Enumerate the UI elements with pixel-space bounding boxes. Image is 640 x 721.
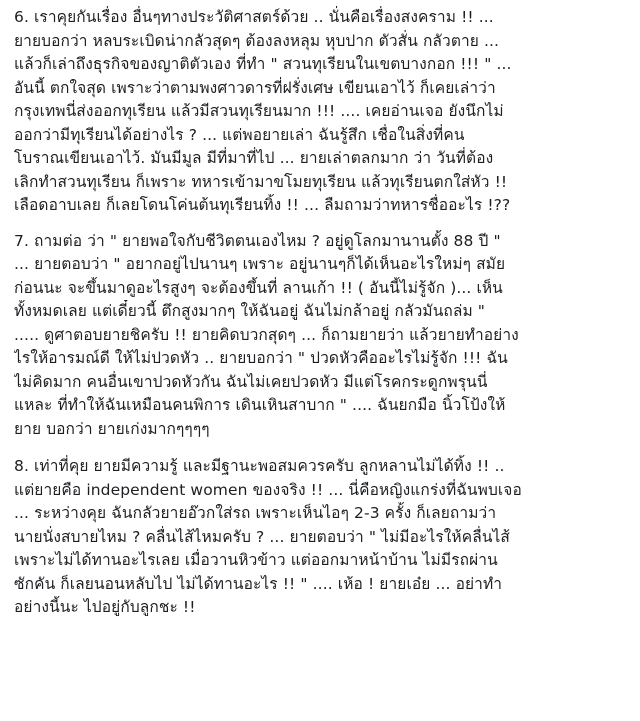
paragraph-line: กรุงเทพนี่ส่งออกทุเรียน แล้วมีสวนทุเรียนมาก !!! .... เคยอ่านเจอ ยังนึกไม่ [14, 102, 504, 120]
paragraph-line: อย่างนี้นะ ไปอยู่กับลูกชะ !! [14, 598, 196, 616]
paragraph-line: ..... ดูศาตอบยายชิครับ !! ยายคิดบวกสุดๆ ... ก็ถามยายว่า แล้วยายทำอย่าง [14, 325, 519, 344]
paragraph-line: ... ระหว่างคุย ฉันกลัวยายอ๊วกใส่รถ เพราะเห็นไอๆ 2-3 ครั้ง ก็เลยถามว่า [14, 504, 497, 522]
paragraph-line: 6. เราคุยกันเรื่อง อื่นๆทางประวัติศาสตร์ด้วย .. นั่นคือเรื่องสงคราม !! ... [14, 8, 494, 26]
paragraph-line: อันนี้ ตกใจสุด เพราะว่าตามพงศาวดารที่ฝรั่งเศษ เขียนเอาไว้ ก็เคยเล่าว่า [14, 78, 496, 97]
paragraph-line: ซักคัน ก็เลยนอนหลับไป ไม่ได้ทานอะไร !! " .... เห้อ ! ยายเอ๋ย ... อย่าทำ [14, 574, 502, 593]
paragraph-line: แล้วก็เล่าถึงธุรกิจของญาติตัวเอง ที่ทำ " สวนทุเรียนในเขตบางกอก !!! " ... [14, 55, 512, 73]
paragraph-line: ยายบอกว่า หลบระเบิดน่ากลัวสุดๆ ต้องลงหลุม หุบปาก ตัวสั่น กลัวตาย ... [14, 31, 500, 50]
paragraph-line: เพราะไม่ได้ทานอะไรเลย เมื่อวานหิวข้าว แต่ออกมาหน้าบ้าน ไม่มีรถผ่าน [14, 551, 498, 569]
paragraph-line: แหละ ที่ทำให้ฉันเหมือนคนพิการ เดินเหินสาบาก " .... ฉันยกมือ นิ้วโป้งให้ [14, 396, 506, 414]
paragraph-line: เลิกทำสวนทุเรียน ก็เพราะ ทหารเข้ามาขโมยทุเรียน แล้วทุเรียนตกใส่หัว !! [14, 172, 508, 191]
paragraph-line: แต่ยายคือ independent women ของจริง !! ... นี่คือหญิงแกร่งที่ฉันพบเจอ [14, 480, 522, 499]
paragraph-line: ไม่คิดมาก คนอื่นเขาปวดหัวกัน ฉันไม่เคยปวดหัว มีแต่โรคกระดูกพรุนนี่ [14, 372, 488, 391]
paragraph-line: เลือดอาบเลย ก็เลยโดนโค่นต้นทุเรียนทิ้ง !! ... ลืมถามว่าทหารชื่ออะไร !?? [14, 196, 511, 214]
paragraph-line: ก่อนนะ จะขึ้นมาดูอะไรสูงๆ จะต้องขึ้นที่ ลานเก้า !! ( อันนี้ไม่รู้จัก )... เห็น [14, 278, 503, 297]
paragraph-7 [14, 230, 622, 442]
paragraph-spacer [14, 441, 622, 455]
paragraph-line: ยาย บอกว่า ยายเก่งมากๆๆๆๆ [14, 419, 210, 438]
paragraph-spacer [14, 218, 622, 230]
paragraph-line: ทั้งหมดเลย แต่เดี๋ยวนี้ ตึกสูงมากๆ ให้ฉันอยู่ ฉันไม่กล้าอยู่ กลัวมันถล่ม " [14, 302, 486, 320]
paragraph-8 [14, 455, 622, 620]
paragraph-6 [14, 6, 622, 218]
paragraph-line: 7. ถามต่อ ว่า " ยายพอใจกับชีวิตตนเองไหม ? อยู่ดูโลกมานานตั้ง 88 ปี " [14, 231, 501, 250]
paragraph-line: ไรให้อารมณ์ดี ให้ไม่ปวดหัว .. ยายบอกว่า " ปวดหัวคืออะไรไม่รู้จัก !!! ฉัน [14, 349, 508, 367]
paragraph-line: โบราณเขียนเอาไว้. มันมีมูล มีที่มาที่ไป ... ยายเล่าตลกมาก ว่า วันที่ต้อง [14, 149, 494, 167]
paragraph-line: 8. เท่าที่คุย ยายมีความรู้ และมีฐานะพอสมควรครับ ลูกหลานไม่ได้ทิ้ง !! .. [14, 457, 505, 475]
paragraph-line: นายนั่งสบายไหม ? คลื่นไส้ไหมครับ ? ... ยายตอบว่า " ไม่มีอะไรให้คลื่นไส้ [14, 527, 510, 546]
paragraph-line: ... ยายตอบว่า " อยากอยู่ไปนานๆ เพราะ อยู่นานๆก็ได้เห็นอะไรใหม่ๆ สมัย [14, 255, 506, 273]
paragraph-line: ออกว่ามีทุเรียนได้อย่างไร ? ... แต่พอยายเล่า ฉันรู้สึก เชื่อในสิ่งที่คน [14, 125, 465, 144]
